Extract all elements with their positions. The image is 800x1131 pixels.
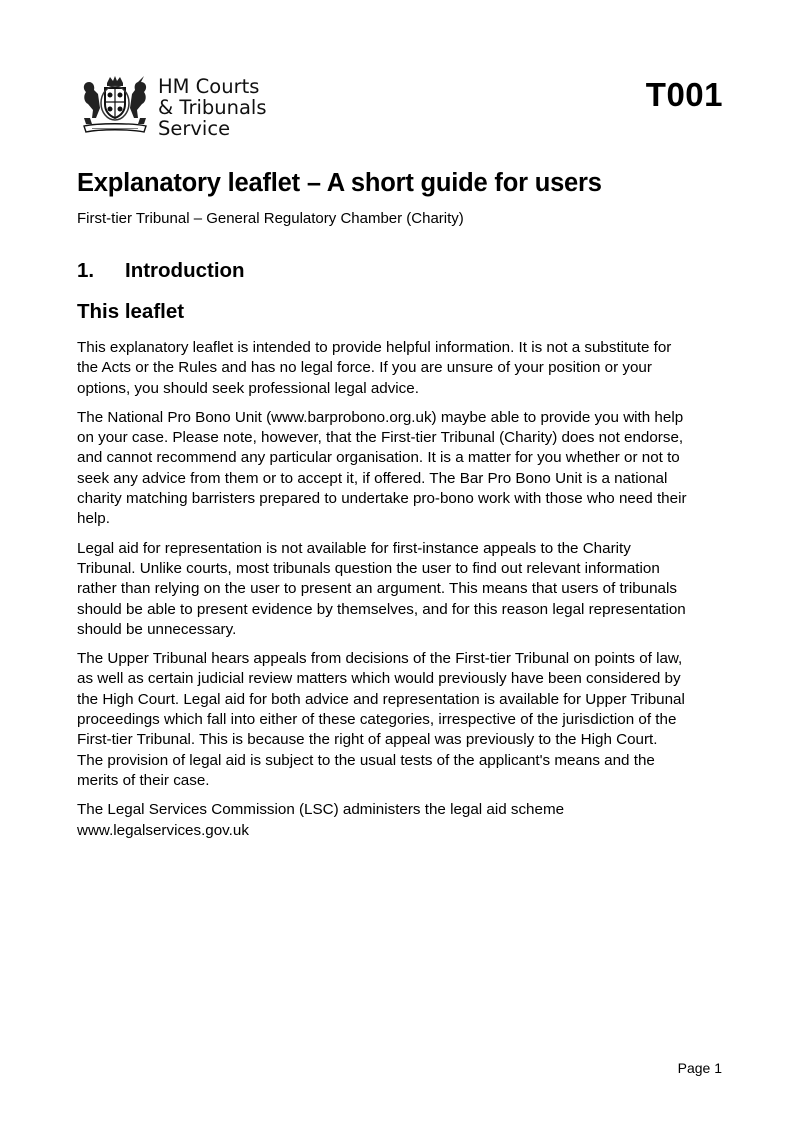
organisation-name-line-2: & Tribunals (158, 96, 267, 119)
section-number: 1. (77, 259, 95, 282)
royal-coat-of-arms-logo (78, 74, 152, 136)
paragraph-line: The National Pro Bono Unit (www.barprobono.org.uk) maybe able to provide you with help (77, 408, 684, 426)
organisation-name-line-3: Service (158, 117, 231, 140)
page-number: Page 1 (677, 1060, 722, 1076)
paragraph-line: charity matching barristers prepared to undertake pro-bono work with those who need their (77, 490, 687, 508)
paragraph-legal-services-commission (77, 800, 732, 841)
paragraph-line: www.legalservices.gov.uk (77, 821, 249, 839)
document-subtitle: First-tier Tribunal – General Regulatory Chamber (Charity) (77, 210, 464, 227)
form-code: T001 (645, 76, 723, 113)
paragraph-line: rather than relying on the user to present an argument. This means that users of tribunals (77, 580, 677, 598)
paragraph-line: on your case. Please note, however, that the First-tier Tribunal (Charity) does not endorse, (77, 429, 684, 447)
paragraph-upper-tribunal (77, 649, 732, 791)
paragraph-line: seek any advice from them or to accept it, if offered. The Bar Pro Bono Unit is a national (77, 469, 668, 487)
paragraph-line: The Upper Tribunal hears appeals from decisions of the First-tier Tribunal on points of law, (77, 650, 683, 668)
paragraph-line: merits of their case. (77, 771, 210, 789)
paragraph-line: First-tier Tribunal. This is because the right of appeal was previously to the High Court. (77, 731, 658, 749)
paragraph-leaflet-purpose (77, 338, 732, 399)
paragraph-line: should be able to present evidence by themselves, and for this reason legal representation (77, 600, 686, 618)
paragraph-line: the High Court. Legal aid for both advice and representation is available for Upper Tribunal (77, 690, 685, 708)
document-title: Explanatory leaflet – A short guide for users (77, 169, 602, 197)
paragraph-line: The Legal Services Commission (LSC) administers the legal aid scheme (77, 801, 565, 819)
organisation-name-line-1: HM Courts (158, 75, 260, 98)
paragraph-line: The provision of legal aid is subject to the usual tests of the applicant's means and the (77, 751, 655, 769)
section-heading (77, 259, 245, 283)
organisation-name (158, 76, 267, 139)
paragraph-line: help. (77, 510, 110, 528)
paragraph-line: as well as certain judicial review matters which would previously have been considered by (77, 670, 681, 688)
paragraph-legal-aid-first-instance (77, 539, 732, 640)
paragraph-line: options, you should seek professional legal advice. (77, 379, 419, 397)
paragraph-line: Tribunal. Unlike courts, most tribunals question the user to find out relevant information (77, 559, 660, 577)
paragraph-line: and cannot recommend any particular organisation. It is a matter for you whether or not to (77, 449, 680, 467)
paragraph-line: should be unnecessary. (77, 620, 237, 638)
document-body (77, 338, 732, 850)
subsection-heading: This leaflet (77, 300, 185, 323)
section-title: Introduction (125, 259, 245, 282)
paragraph-pro-bono-unit (77, 408, 732, 530)
page-header (78, 70, 723, 140)
paragraph-line: proceedings which fall into either of these categories, irrespective of the jurisdiction of the (77, 711, 677, 729)
paragraph-line: This explanatory leaflet is intended to provide helpful information. It is not a substitute for (77, 339, 672, 356)
paragraph-line: the Acts or the Rules and has no legal force. If you are unsure of your position or your (77, 359, 652, 377)
paragraph-line: Legal aid for representation is not available for first-instance appeals to the Charity (77, 539, 631, 557)
